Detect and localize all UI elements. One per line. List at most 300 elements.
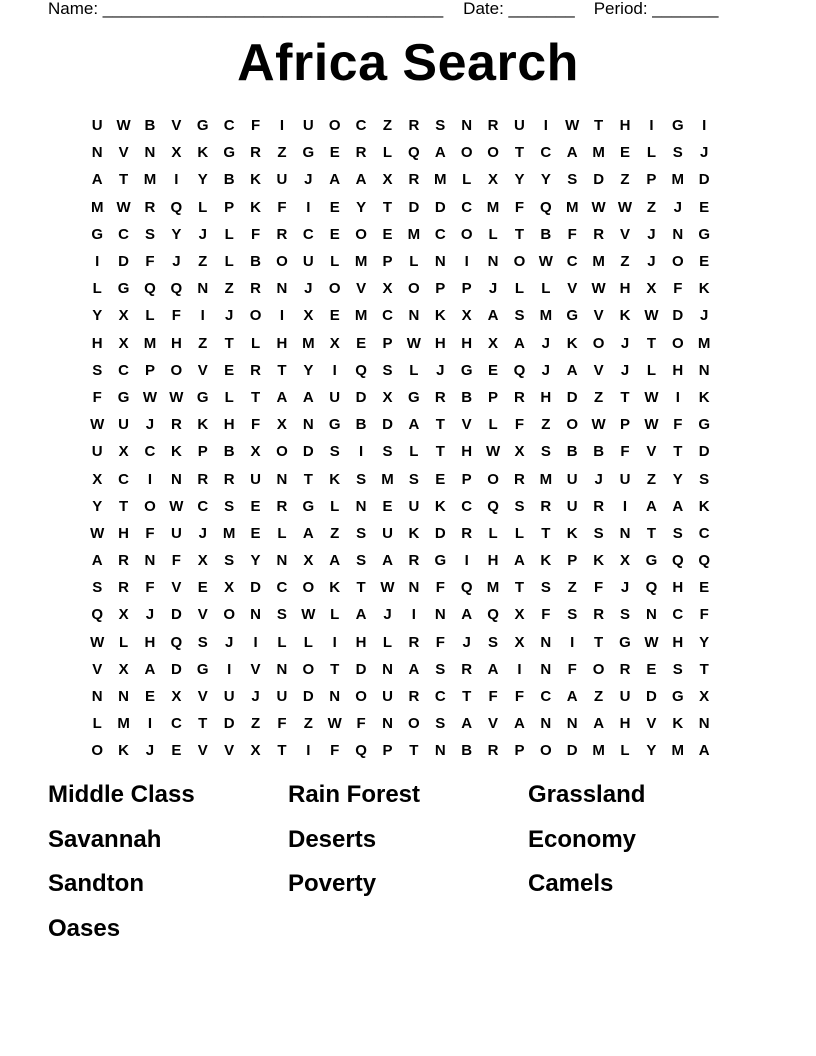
grid-letter[interactable]: G (645, 552, 658, 570)
grid-letter[interactable]: K (408, 524, 420, 542)
grid-letter[interactable]: J (145, 416, 155, 434)
grid-letter[interactable]: A (408, 660, 420, 678)
grid-letter[interactable]: P (144, 361, 155, 379)
grid-letter[interactable]: P (224, 198, 235, 216)
grid-letter[interactable]: Y (171, 225, 182, 243)
grid-letter[interactable]: C (276, 579, 288, 597)
grid-letter[interactable]: C (698, 524, 710, 542)
grid-letter[interactable]: M (90, 198, 104, 216)
grid-letter[interactable]: A (645, 497, 657, 515)
grid-letter[interactable]: B (566, 443, 578, 461)
grid-letter[interactable]: I (95, 253, 100, 271)
grid-letter[interactable]: J (700, 307, 709, 325)
grid-letter[interactable]: A (434, 144, 446, 162)
grid-letter[interactable]: J (224, 633, 234, 651)
grid-letter[interactable]: X (514, 443, 525, 461)
grid-letter[interactable]: R (223, 470, 235, 488)
grid-letter[interactable]: S (92, 361, 103, 379)
grid-letter[interactable]: W (538, 253, 553, 271)
grid-letter[interactable]: D (382, 416, 393, 434)
grid-letter[interactable]: S (620, 606, 631, 624)
grid-letter[interactable]: M (302, 334, 315, 352)
grid-letter[interactable]: W (169, 388, 184, 406)
grid-letter[interactable]: K (118, 742, 129, 760)
grid-letter[interactable]: E (435, 470, 446, 488)
grid-letter[interactable]: N (434, 253, 446, 271)
grid-letter[interactable]: E (382, 497, 393, 515)
grid-letter[interactable]: M (354, 307, 368, 325)
grid-letter[interactable]: Q (671, 552, 684, 570)
grid-letter[interactable]: R (408, 552, 420, 570)
grid-letter[interactable]: K (540, 552, 552, 570)
grid-letter[interactable]: X (303, 552, 314, 570)
grid-letter[interactable]: S (224, 552, 235, 570)
grid-letter[interactable]: I (622, 497, 628, 515)
grid-letter[interactable]: Z (250, 715, 261, 733)
grid-letter[interactable]: X (118, 660, 129, 678)
grid-letter[interactable]: C (434, 688, 446, 706)
grid-letter[interactable]: E (250, 524, 261, 542)
grid-letter[interactable]: B (461, 388, 473, 406)
grid-letter[interactable]: J (647, 253, 656, 271)
grid-letter[interactable]: S (699, 470, 710, 488)
grid-letter[interactable]: O (540, 742, 552, 760)
grid-letter[interactable]: R (197, 470, 209, 488)
grid-letter[interactable]: W (565, 117, 580, 135)
grid-letter[interactable]: E (699, 579, 710, 597)
grid-letter[interactable]: T (409, 742, 419, 760)
grid-letter[interactable]: X (250, 443, 261, 461)
grid-letter[interactable]: U (566, 497, 578, 515)
grid-letter[interactable]: I (306, 742, 311, 760)
grid-letter[interactable]: V (488, 715, 499, 733)
grid-letter[interactable]: N (434, 742, 446, 760)
grid-letter[interactable]: R (144, 198, 156, 216)
grid-letter[interactable]: U (276, 688, 288, 706)
grid-letter[interactable]: I (411, 606, 416, 624)
grid-letter[interactable]: Q (645, 579, 658, 597)
grid-letter[interactable]: X (514, 633, 525, 651)
grid-letter[interactable]: F (171, 307, 181, 325)
grid-letter[interactable]: W (406, 334, 421, 352)
grid-letter[interactable]: I (147, 715, 153, 733)
grid-letter[interactable]: V (197, 361, 208, 379)
grid-letter[interactable]: O (460, 144, 473, 162)
grid-letter[interactable]: S (435, 660, 446, 678)
grid-letter[interactable]: U (302, 117, 314, 135)
grid-letter[interactable]: T (646, 334, 656, 352)
grid-letter[interactable]: O (592, 334, 605, 352)
grid-letter[interactable]: H (672, 633, 684, 651)
grid-letter[interactable]: Z (594, 688, 604, 706)
grid-letter[interactable]: Q (355, 742, 367, 760)
grid-letter[interactable]: P (197, 443, 208, 461)
grid-letter[interactable]: M (407, 225, 421, 243)
grid-letter[interactable]: J (620, 579, 630, 597)
grid-letter[interactable]: A (302, 524, 314, 542)
grid-letter[interactable]: S (567, 606, 578, 624)
grid-letter[interactable]: T (330, 660, 340, 678)
grid-letter[interactable]: P (567, 552, 578, 570)
grid-letter[interactable]: W (644, 307, 659, 325)
grid-letter[interactable]: L (330, 606, 340, 624)
grid-letter[interactable]: I (306, 198, 311, 216)
grid-letter[interactable]: S (224, 497, 235, 515)
grid-letter[interactable]: Z (198, 334, 208, 352)
grid-letter[interactable]: E (224, 361, 235, 379)
grid-letter[interactable]: T (594, 633, 604, 651)
grid-letter[interactable]: L (330, 497, 340, 515)
grid-letter[interactable]: L (303, 633, 313, 651)
grid-letter[interactable]: M (697, 334, 711, 352)
grid-letter[interactable]: H (223, 416, 235, 434)
grid-letter[interactable]: E (250, 497, 261, 515)
grid-letter[interactable]: D (434, 198, 446, 216)
grid-letter[interactable]: K (250, 198, 261, 216)
grid-letter[interactable]: Q (170, 633, 183, 651)
grid-letter[interactable]: W (327, 715, 342, 733)
grid-letter[interactable]: P (461, 470, 472, 488)
grid-letter[interactable]: X (224, 579, 235, 597)
grid-letter[interactable]: M (222, 524, 236, 542)
grid-letter[interactable]: L (382, 144, 393, 162)
grid-letter[interactable]: N (672, 225, 684, 243)
grid-letter[interactable]: J (647, 225, 656, 243)
grid-letter[interactable]: P (514, 742, 525, 760)
grid-letter[interactable]: R (514, 388, 525, 406)
grid-letter[interactable]: G (460, 361, 473, 379)
grid-letter[interactable]: J (172, 253, 181, 271)
grid-letter[interactable]: T (462, 688, 472, 706)
grid-letter[interactable]: I (227, 660, 232, 678)
grid-letter[interactable]: F (250, 225, 261, 243)
grid-letter[interactable]: S (593, 524, 604, 542)
grid-letter[interactable]: L (409, 443, 419, 461)
grid-letter[interactable]: I (279, 117, 285, 135)
grid-letter[interactable]: J (462, 633, 471, 651)
grid-letter[interactable]: W (90, 416, 105, 434)
grid-letter[interactable]: H (144, 633, 156, 651)
grid-letter[interactable]: U (619, 470, 631, 488)
grid-letter[interactable]: F (145, 253, 155, 271)
grid-letter[interactable]: X (118, 334, 129, 352)
grid-letter[interactable]: A (144, 660, 156, 678)
grid-letter[interactable]: E (171, 742, 182, 760)
grid-letter[interactable]: N (144, 552, 156, 570)
grid-letter[interactable]: P (435, 280, 446, 298)
grid-letter[interactable]: F (567, 225, 577, 243)
grid-letter[interactable]: X (118, 443, 129, 461)
grid-letter[interactable]: V (197, 688, 208, 706)
grid-letter[interactable]: C (118, 225, 129, 243)
grid-letter[interactable]: Y (356, 198, 367, 216)
grid-letter[interactable]: A (698, 742, 710, 760)
grid-letter[interactable]: P (488, 388, 499, 406)
grid-letter[interactable]: I (253, 633, 258, 651)
grid-letter[interactable]: E (646, 660, 657, 678)
grid-letter[interactable]: C (434, 225, 446, 243)
grid-letter[interactable]: I (200, 307, 205, 325)
grid-letter[interactable]: J (488, 280, 498, 298)
grid-letter[interactable]: X (329, 334, 340, 352)
grid-letter[interactable]: S (356, 552, 367, 570)
grid-letter[interactable]: A (355, 606, 367, 624)
grid-letter[interactable]: D (118, 253, 129, 271)
grid-letter[interactable]: R (408, 171, 420, 189)
grid-letter[interactable]: I (517, 660, 522, 678)
grid-letter[interactable]: R (170, 416, 182, 434)
grid-letter[interactable]: F (620, 443, 630, 461)
grid-letter[interactable]: F (488, 688, 498, 706)
grid-letter[interactable]: G (408, 388, 420, 406)
grid-letter[interactable]: Z (567, 579, 577, 597)
grid-letter[interactable]: J (304, 280, 313, 298)
grid-letter[interactable]: U (250, 470, 261, 488)
grid-letter[interactable]: N (170, 470, 182, 488)
grid-letter[interactable]: H (434, 334, 446, 352)
grid-letter[interactable]: N (487, 253, 499, 271)
grid-letter[interactable]: C (382, 307, 393, 325)
grid-letter[interactable]: O (671, 334, 684, 352)
grid-letter[interactable]: O (487, 470, 499, 488)
grid-letter[interactable]: M (434, 171, 447, 189)
grid-letter[interactable]: X (514, 606, 525, 624)
grid-letter[interactable]: O (328, 117, 341, 135)
grid-letter[interactable]: P (461, 280, 472, 298)
grid-letter[interactable]: I (543, 117, 548, 135)
grid-letter[interactable]: T (673, 443, 683, 461)
grid-letter[interactable]: C (197, 497, 209, 515)
grid-letter[interactable]: Q (355, 361, 367, 379)
grid-letter[interactable]: N (540, 715, 552, 733)
grid-letter[interactable]: X (276, 416, 287, 434)
grid-letter[interactable]: N (250, 606, 261, 624)
grid-letter[interactable]: G (196, 660, 209, 678)
grid-letter[interactable]: R (408, 688, 420, 706)
grid-letter[interactable]: R (250, 280, 261, 298)
grid-letter[interactable]: T (250, 388, 261, 406)
grid-letter[interactable]: K (698, 388, 710, 406)
grid-letter[interactable]: Y (514, 171, 525, 189)
grid-letter[interactable]: D (698, 171, 710, 189)
grid-letter[interactable]: G (671, 117, 684, 135)
grid-letter[interactable]: B (593, 443, 605, 461)
grid-letter[interactable]: K (434, 497, 446, 515)
grid-letter[interactable]: W (301, 606, 316, 624)
grid-letter[interactable]: S (540, 443, 551, 461)
grid-letter[interactable]: O (355, 225, 367, 243)
grid-letter[interactable]: V (224, 742, 235, 760)
grid-letter[interactable]: T (382, 198, 393, 216)
grid-letter[interactable]: N (118, 688, 129, 706)
grid-letter[interactable]: X (699, 688, 710, 706)
grid-letter[interactable]: M (143, 334, 157, 352)
grid-letter[interactable]: V (197, 742, 208, 760)
grid-letter[interactable]: G (698, 416, 711, 434)
grid-letter[interactable]: K (197, 144, 209, 162)
grid-letter[interactable]: X (620, 552, 631, 570)
grid-letter[interactable]: H (118, 524, 129, 542)
grid-letter[interactable]: M (117, 715, 130, 733)
grid-letter[interactable]: B (223, 171, 235, 189)
grid-letter[interactable]: X (382, 388, 393, 406)
grid-letter[interactable]: F (145, 579, 155, 597)
grid-letter[interactable]: Q (513, 361, 526, 379)
grid-letter[interactable]: X (303, 307, 314, 325)
grid-letter[interactable]: L (277, 633, 287, 651)
grid-letter[interactable]: X (171, 688, 182, 706)
grid-letter[interactable]: I (359, 443, 364, 461)
grid-letter[interactable]: J (145, 606, 155, 624)
grid-letter[interactable]: N (540, 633, 552, 651)
grid-letter[interactable]: C (118, 361, 129, 379)
grid-letter[interactable]: I (649, 117, 654, 135)
grid-letter[interactable]: T (699, 660, 709, 678)
grid-letter[interactable]: D (434, 524, 446, 542)
grid-letter[interactable]: E (329, 144, 340, 162)
grid-letter[interactable]: G (698, 225, 711, 243)
grid-letter[interactable]: B (461, 742, 473, 760)
grid-letter[interactable]: M (565, 198, 579, 216)
grid-letter[interactable]: O (249, 307, 262, 325)
grid-letter[interactable]: B (250, 253, 261, 271)
grid-letter[interactable]: S (356, 524, 367, 542)
grid-letter[interactable]: D (645, 688, 657, 706)
grid-letter[interactable]: K (566, 334, 578, 352)
grid-letter[interactable]: Q (487, 497, 499, 515)
grid-letter[interactable]: L (145, 307, 155, 325)
grid-letter[interactable]: W (90, 633, 105, 651)
grid-letter[interactable]: D (170, 606, 182, 624)
grid-letter[interactable]: X (171, 144, 182, 162)
grid-letter[interactable]: I (675, 388, 680, 406)
grid-letter[interactable]: Q (170, 198, 183, 216)
grid-letter[interactable]: I (464, 253, 469, 271)
grid-letter[interactable]: U (170, 524, 182, 542)
grid-letter[interactable]: S (488, 633, 499, 651)
grid-letter[interactable]: S (92, 579, 103, 597)
grid-letter[interactable]: L (646, 361, 656, 379)
grid-letter[interactable]: J (383, 606, 392, 624)
grid-letter[interactable]: C (302, 225, 314, 243)
grid-letter[interactable]: I (702, 117, 707, 135)
grid-letter[interactable]: V (461, 416, 472, 434)
grid-letter[interactable]: V (250, 660, 261, 678)
grid-letter[interactable]: Y (250, 552, 261, 570)
grid-letter[interactable]: S (435, 117, 446, 135)
grid-letter[interactable]: W (644, 416, 659, 434)
grid-letter[interactable]: Y (303, 361, 314, 379)
grid-letter[interactable]: A (91, 552, 103, 570)
grid-letter[interactable]: T (277, 361, 287, 379)
grid-letter[interactable]: R (434, 388, 446, 406)
grid-letter[interactable]: U (91, 117, 103, 135)
grid-letter[interactable]: W (591, 416, 606, 434)
grid-letter[interactable]: J (145, 742, 155, 760)
grid-letter[interactable]: Z (646, 470, 656, 488)
grid-letter[interactable]: U (408, 497, 420, 515)
grid-letter[interactable]: S (672, 524, 683, 542)
grid-letter[interactable]: A (91, 171, 103, 189)
grid-letter[interactable]: F (330, 742, 340, 760)
grid-letter[interactable]: N (382, 660, 393, 678)
grid-letter[interactable]: F (673, 280, 683, 298)
grid-letter[interactable]: I (332, 361, 337, 379)
grid-letter[interactable]: O (592, 660, 605, 678)
grid-letter[interactable]: J (198, 524, 207, 542)
grid-letter[interactable]: Q (408, 144, 420, 162)
grid-letter[interactable]: G (302, 497, 315, 515)
grid-letter[interactable]: S (514, 307, 525, 325)
grid-letter[interactable]: T (514, 144, 525, 162)
grid-letter[interactable]: G (328, 416, 341, 434)
grid-letter[interactable]: O (566, 416, 579, 434)
grid-letter[interactable]: K (698, 280, 710, 298)
grid-letter[interactable]: R (514, 470, 525, 488)
grid-letter[interactable]: Q (540, 198, 552, 216)
grid-letter[interactable]: D (408, 198, 420, 216)
grid-letter[interactable]: L (488, 416, 498, 434)
grid-letter[interactable]: Z (620, 253, 630, 271)
grid-letter[interactable]: X (646, 280, 657, 298)
grid-letter[interactable]: N (276, 552, 288, 570)
grid-letter[interactable]: R (540, 497, 552, 515)
grid-letter[interactable]: U (514, 117, 525, 135)
grid-letter[interactable]: M (143, 171, 157, 189)
grid-letter[interactable]: F (171, 552, 181, 570)
grid-letter[interactable]: M (486, 198, 500, 216)
grid-letter[interactable]: N (698, 361, 710, 379)
grid-letter[interactable]: A (302, 388, 314, 406)
grid-letter[interactable]: E (699, 253, 710, 271)
grid-letter[interactable]: J (436, 361, 445, 379)
grid-letter[interactable]: H (461, 334, 473, 352)
grid-letter[interactable]: J (594, 470, 603, 488)
grid-letter[interactable]: R (355, 144, 367, 162)
grid-letter[interactable]: D (223, 715, 235, 733)
grid-letter[interactable]: Y (92, 497, 103, 515)
grid-letter[interactable]: Y (92, 307, 103, 325)
grid-letter[interactable]: A (461, 715, 473, 733)
grid-letter[interactable]: W (169, 497, 184, 515)
grid-letter[interactable]: S (567, 171, 578, 189)
grid-letter[interactable]: N (276, 280, 288, 298)
grid-letter[interactable]: T (646, 524, 656, 542)
grid-letter[interactable]: X (488, 171, 499, 189)
grid-letter[interactable]: T (224, 334, 234, 352)
grid-letter[interactable]: J (198, 225, 207, 243)
grid-letter[interactable]: T (541, 524, 551, 542)
grid-letter[interactable]: R (593, 497, 605, 515)
grid-letter[interactable]: Q (698, 552, 711, 570)
grid-letter[interactable]: R (408, 633, 420, 651)
grid-letter[interactable]: L (409, 361, 419, 379)
grid-letter[interactable]: A (566, 144, 578, 162)
grid-letter[interactable]: B (144, 117, 156, 135)
grid-letter[interactable]: G (117, 280, 130, 298)
grid-letter[interactable]: G (619, 633, 631, 651)
grid-letter[interactable]: Y (672, 470, 683, 488)
grid-letter[interactable]: W (116, 198, 131, 216)
grid-letter[interactable]: A (593, 715, 605, 733)
grid-letter[interactable]: A (514, 552, 525, 570)
grid-letter[interactable]: H (619, 117, 631, 135)
grid-letter[interactable]: O (671, 253, 684, 271)
grid-letter[interactable]: J (673, 198, 682, 216)
grid-letter[interactable]: L (488, 225, 498, 243)
grid-letter[interactable]: G (91, 225, 104, 243)
grid-letter[interactable]: N (434, 606, 446, 624)
